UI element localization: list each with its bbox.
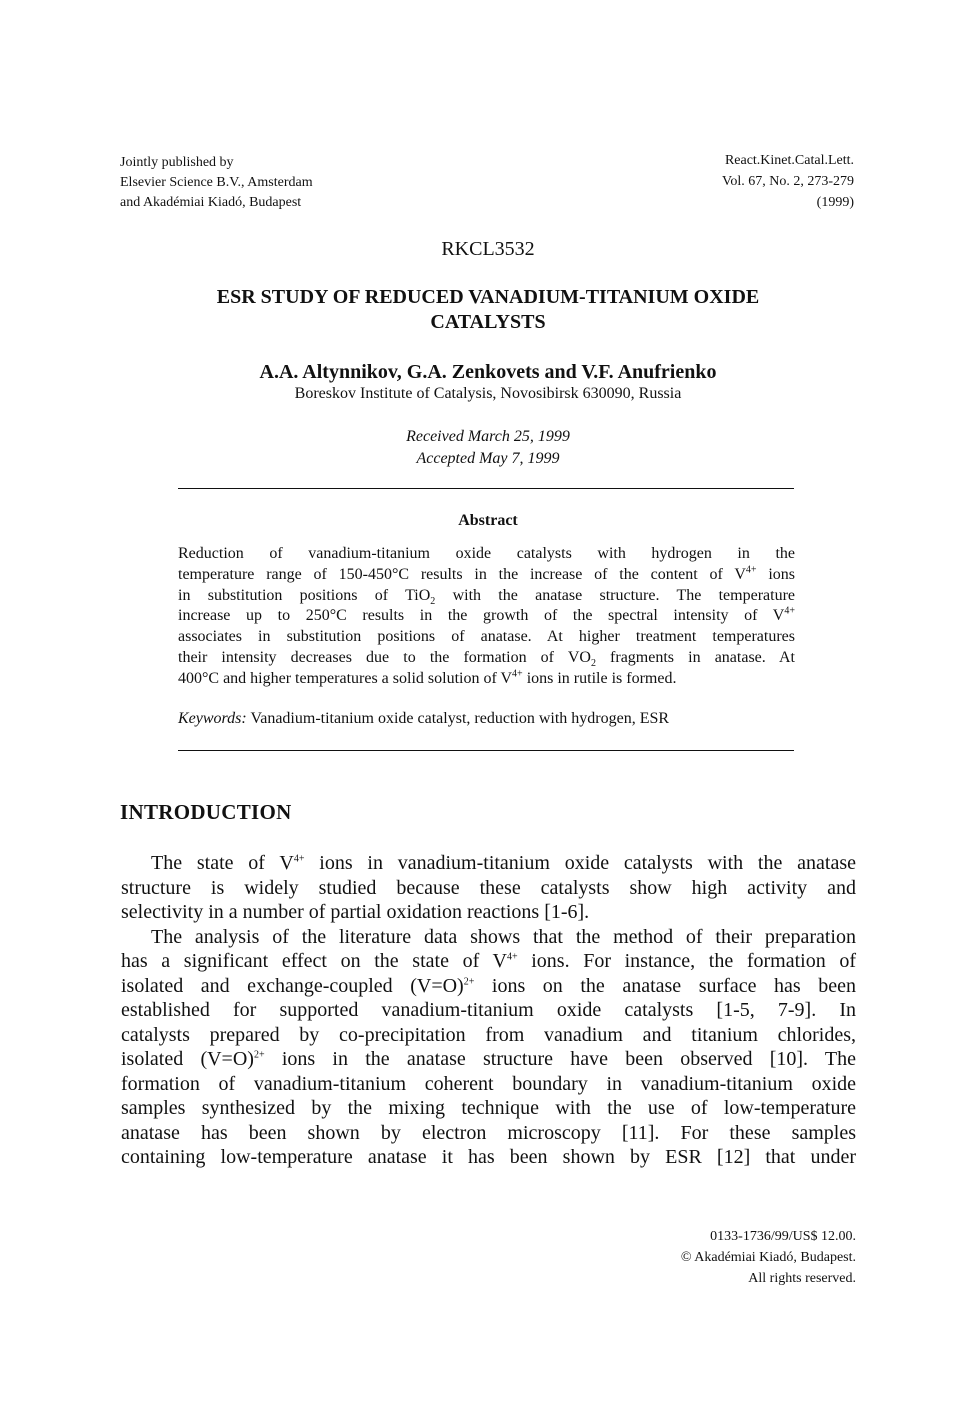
footer-line: © Akadémiai Kiadó, Budapest. xyxy=(680,1250,856,1265)
footer-line: 0133-1736/99/US$ 12.00. xyxy=(710,1229,856,1244)
paragraph-line: containing low-temperature anatase it has been shown by ESR [12] that under xyxy=(121,1146,856,1168)
abstract-heading: Abstract xyxy=(458,512,518,529)
title-line: CATALYSTS xyxy=(430,311,546,333)
abstract-line: in substitution positions of TiO$_2$ with the anatase structure. The temperature xyxy=(178,586,796,607)
keywords-label: Keywords: xyxy=(178,710,247,727)
superscript: 2+ xyxy=(463,975,475,987)
paragraph-line: established for supported vanadium-titanium oxide catalysts [1-5, 7-9]. In xyxy=(121,999,856,1021)
paragraph-line: anatase has been shown by electron microscopy [11]. For these samples xyxy=(121,1121,856,1144)
received-date: Received March 25, 1999 xyxy=(406,428,570,445)
abstract-line: increase up to 250°C results in the growth of the spectral intensity of $V^{4+}$ xyxy=(178,606,795,625)
journal-line: Vol. 67, No. 2, 273-279 xyxy=(722,174,854,189)
keywords-text: Vanadium-titanium oxide catalyst, reduction with hydrogen, ESR xyxy=(246,710,670,727)
subscript: 2 xyxy=(430,595,436,607)
paragraph-line: isolated and exchange-coupled (V=O)$^{2+}$ ions on the anatase surface has been xyxy=(121,974,856,997)
superscript: 4+ xyxy=(512,668,523,680)
publisher-line: Elsevier Science B.V., Amsterdam xyxy=(120,175,313,190)
article-code: RKCL3532 xyxy=(441,238,535,260)
abstract-body xyxy=(178,544,795,690)
abstract-line: temperature range of 150-450°C results in the increase of the content of $V^{4+}$ ions xyxy=(178,564,796,583)
accepted-date: Accepted May 7, 1999 xyxy=(416,450,560,467)
publisher-info xyxy=(120,153,313,213)
divider-top xyxy=(178,488,794,489)
section-heading: INTRODUCTION xyxy=(120,800,292,824)
superscript: 4+ xyxy=(745,564,757,576)
journal-line: (1999) xyxy=(816,195,854,210)
journal-citation xyxy=(722,150,854,213)
abstract-line: 400°C and higher temperatures a solid solution of $V^{4+}$ ions in rutile is formed. xyxy=(178,668,677,687)
publisher-line: Jointly published by xyxy=(120,155,234,170)
paragraph-line: selectivity in a number of partial oxidation reactions [1-6]. xyxy=(121,901,590,923)
superscript: 4+ xyxy=(293,853,305,865)
superscript: 2+ xyxy=(253,1049,265,1061)
abstract-line: Reduction of vanadium-titanium oxide catalysts with hydrogen in the xyxy=(178,545,795,562)
paragraph-line: structure is widely studied because these catalysts show high activity and xyxy=(121,876,856,899)
authors: A.A. Altynnikov, G.A. Zenkovets and V.F. Anufrienko xyxy=(259,361,717,383)
abstract-line: their intensity decreases due to the formation of $VO_2$ fragments in anatase. At xyxy=(178,648,795,670)
paragraph-line: The state of $V^{4+}$ ions in vanadium-titanium oxide catalysts with the anatase xyxy=(151,852,856,874)
divider-bottom xyxy=(178,750,794,751)
dates xyxy=(0,426,976,470)
superscript: 4+ xyxy=(784,606,795,618)
article-title xyxy=(140,285,836,335)
superscript: 4+ xyxy=(506,951,518,963)
paragraph-line: samples synthesized by the mixing technique with the use of low-temperature xyxy=(121,1097,856,1119)
paragraph-line: The analysis of the literature data shows that the method of their preparation xyxy=(151,925,856,948)
abstract-line: associates in substitution positions of anatase. At higher treatment temperatures xyxy=(178,628,795,646)
paragraph-line: isolated (V=O)$^{2+}$ ions in the anatase structure have been observed [10]. The xyxy=(121,1048,856,1070)
paragraph-line: catalysts prepared by co-precipitation from vanadium and titanium chlorides, xyxy=(121,1023,856,1046)
copyright-footer xyxy=(681,1226,856,1289)
publisher-line: and Akadémiai Kiadó, Budapest xyxy=(120,195,302,210)
keywords xyxy=(178,710,795,728)
introduction-body xyxy=(121,851,856,1170)
subscript: 2 xyxy=(590,658,596,670)
paragraph-line: has a significant effect on the state of $V^{4+}$ ions. For instance, the formation of xyxy=(121,950,856,972)
title-line: ESR STUDY OF REDUCED VANADIUM-TITANIUM OXIDE xyxy=(216,286,760,308)
footer-line: All rights reserved. xyxy=(748,1271,856,1286)
paragraph-line: formation of vanadium-titanium coherent boundary in vanadium-titanium oxide xyxy=(121,1072,856,1095)
journal-line: React.Kinet.Catal.Lett. xyxy=(724,153,854,168)
affiliation: Boreskov Institute of Catalysis, Novosibirsk 630090, Russia xyxy=(294,385,682,402)
